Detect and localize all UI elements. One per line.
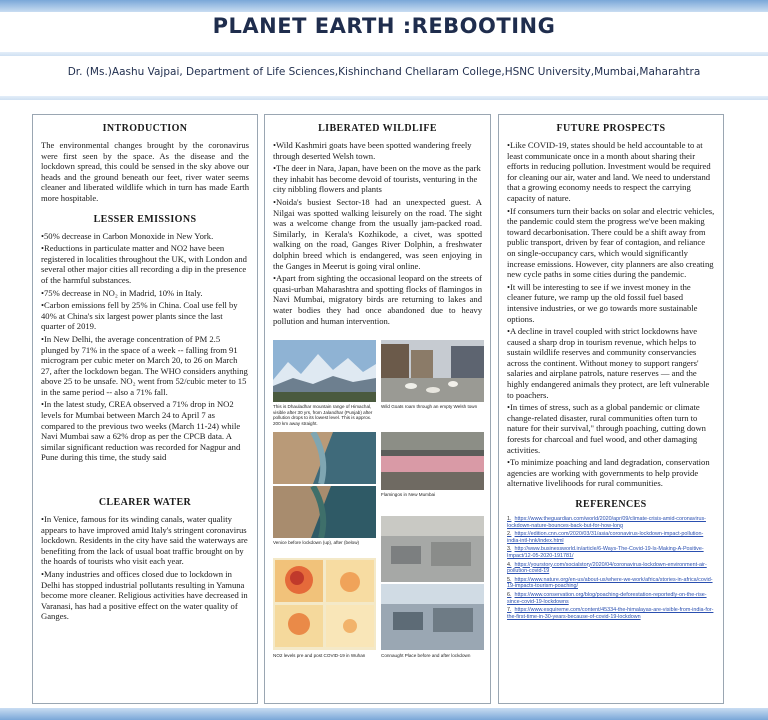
prospect-item: •To minimize poaching and land degradation, conservation agencies are working with governments to help provide alternative livelihoods for rural communities. <box>507 457 710 489</box>
photo-collage <box>273 340 484 665</box>
reference-link[interactable]: 1. https://www.theguardian.com/world/2020/apr/09/climate-crisis-amid-coronavirus-lockdown-nature-bounces-back-but-for-how-long <box>507 516 706 529</box>
connaught-caption: Connaught Place before and after lockdown <box>381 653 471 659</box>
top-decorative-band <box>0 0 768 12</box>
wildlife-item: •Apart from sighting the occasional leopard on the streets of quasi-urban Maharashtra and spotting flocks of flamingos in Navi Mumbai, migratory birds are returning to lakes and water bodies they had once abandoned due to heavy pollution and human intervention. <box>273 273 482 326</box>
no2-caption: NO2 levels pre and post COVID-19 in Wuhan <box>273 653 366 659</box>
author-line: Dr. (Ms.)Aashu Vajpai, Department of Life Sciences,Kishinchand Chellaram College,HSNC University,Mumbai,Maharahtra <box>67 66 701 78</box>
prospect-item: •It will be interesting to see if we invest money in the cleaner future, we ramp up the old fossil fuel based intensive industries, or we go towards more sustainable options. <box>507 281 698 324</box>
prospect-item: •If consumers turn their backs on solar and electric vehicles, the pandemic could stem the progress we've been making toward decarbonisation. There could be a shift away from public transport, driven by fear of contagion, and reliance on single-occupancy cars, which would significantly increase emissions. However, city planners are also creating new cycle paths in some cities during the pandemic. <box>507 205 715 280</box>
clearer-water-list <box>41 514 249 622</box>
flamingos-caption: Flamingos in New Mumbai <box>381 492 436 498</box>
future-prospects-heading: FUTURE PROSPECTS <box>556 123 666 134</box>
prospect-item: •Like COVID-19, states should be held accountable to at least communicate once in a month about sharing their efforts in reducing pollution. Investment would be required for cleaning our air, water and land. We need to understand that a growing economy needs to respect the carrying capacity of nature. <box>507 140 711 203</box>
lesser-emissions-heading: LESSER EMISSIONS <box>93 213 197 225</box>
lesser-emissions-item: •Carbon emissions fell by 25% in China. Coal use fell by 40% at China's six largest power plants since the last quarter of 2019. <box>41 300 238 332</box>
venice-after-photo <box>273 486 376 538</box>
column-liberated-wildlife <box>264 114 491 704</box>
reference-link[interactable]: 2. https://edition.cnn.com/2020/03/31/asia/coronavirus-lockdown-impact-pollution-india-intl-hnk/index.html <box>507 531 704 544</box>
lesser-emissions-item: •In New Delhi, the average concentration of PM 2.5 plunged by 71% in the space of a week -- falling from 91 microgram per cubic meter on March 20, to 26 on March 27, after the lockdown began. The WHO considers anything above 25 to be unsafe. NO₂ went from 52/cubic meter to 15 in the same period -- also a 71% fall. <box>41 333 248 397</box>
wildlife-item: •The deer in Nara, Japan, have been on the move as the park they inhabit has become devoid of tourists, venturing in the city nibbling flowers and plants <box>273 163 481 195</box>
connaught-place-photo <box>381 516 484 650</box>
poster-title: PLANET EARTH :REBOOTING <box>212 14 556 38</box>
reference-link[interactable]: 3. http://www.businessworld.in/article/6-Ways-The-Covid-19-Is-Making-A-Positive-Impact/12-05-2020-191781/ <box>507 546 704 559</box>
future-prospects-list <box>507 140 715 489</box>
title-divider <box>0 52 768 56</box>
welsh-goats-photo <box>381 340 484 402</box>
liberated-wildlife-list <box>273 140 482 326</box>
references-list <box>507 516 715 620</box>
column-introduction <box>32 114 258 704</box>
clearer-water-heading: CLEARER WATER <box>98 497 192 509</box>
lesser-emissions-item: •50% decrease in Carbon Monoxide in New York. <box>41 230 214 241</box>
wildlife-item: •Wild Kashmiri goats have been spotted wandering freely through deserted Welsh town. <box>273 140 472 161</box>
introduction-heading: INTRODUCTION <box>102 123 188 134</box>
prospect-item: •In times of stress, such as a global pandemic or climate change-related disaster, rural communities often turn to nature for their survival," through poaching, cutting down forests for charcoal and fuel wood, and other damaging activities. <box>507 402 706 455</box>
clearer-water-item: •Many industries and offices closed due to lockdown in Delhi has stopped industrial pollutants resulting in Yamuna become more cleaner. Religious activities have decreased in Varanasi, has had a positive effect on the water quality of Ganges. <box>41 569 248 622</box>
venice-caption: Venice before lockdown (up), after (below) <box>273 540 360 546</box>
lesser-emissions-list <box>41 231 249 463</box>
no2-maps-photo <box>273 558 376 650</box>
lesser-emissions-item: •Reductions in particulate matter and NO2 have been registered in localities throughout the UK, with London and several other major cities all recording a dip in the presence of the harmful substances. <box>41 243 247 285</box>
introduction-text: The environmental changes brought by the coronavirus were first seen by the space. As the disease and the lockdown spread, this could be sensed in the sky above our heads and the ground beneath our feet, river water seems cleaner and liberated wildlife which in turn has made Earth more hospitable. <box>41 140 249 203</box>
bottom-decorative-band <box>0 708 768 720</box>
column-future-prospects <box>498 114 724 704</box>
lesser-emissions-item: •In the latest study, CREA observed a 71% drop in NO2 levels for Mumbai between March 24 to April 7 as compared to the previous two weeks (March 11-24) while Navi Mumbai saw a 62% drop as per the CPCB data. A similar significant reduction was recorded for Nagpur and Pune during this time, the study said <box>41 399 241 463</box>
wildlife-item: •Noida's busiest Sector-18 had an unexpected guest. A Nilgai was spotted walking leisurely on the road. The sight was a welcome change from the usually jam-packed road. Similarly, in Kerala's Kozhikode, a civet, was spotted walking on the road, Ganges River Dolphin, a freshwater dolphin breed which is endangered, was seen enjoying in the Ganges in Meerut is going viral online. <box>273 196 482 271</box>
venice-before-photo <box>273 432 376 484</box>
reference-link[interactable]: 6. https://www.conservation.org/blog/poaching-deforestation-reportedly-on-the-rise-since-covid-19-lockdowns <box>507 591 707 605</box>
prospect-item: •A decline in travel coupled with strict lockdowns have caused a sharp drop in tourism revenue, which helps to sustain wildlife reserves and community conservancies across the continent. Without money to support rangers' salaries and airplane patrols, nature reserves — and the highly endangered animals they protect, are left vulnerable to poachers. <box>507 326 710 400</box>
references-heading: REFERENCES <box>575 499 647 510</box>
reference-link[interactable]: 4. https://yourstory.com/socialstory/2020/04/coronavirus-lockdown-environment-air-pollution-covid-19 <box>507 561 707 575</box>
himachal-mountains-photo <box>273 340 376 402</box>
flamingos-photo <box>381 432 484 490</box>
himachal-caption: This is Dhauladhar mountain range of Himachal, visible after 30 yrs, from Jalandhar (Punjab) after pollution drops to its lowest level. This is approx. 200 km away straight. <box>273 404 373 426</box>
lesser-emissions-item: •75% decrease in NO₂ in Madrid, 10% in Italy. <box>41 287 203 298</box>
clearer-water-item: •In Venice, famous for its winding canals, water quality appears to have improved amid Italy's stringent coronavirus lockdown. Residents in the city have said the waterways are benefiting from the lack of usual boat traffic brought on by the hoards of tourists who visit each year. <box>41 514 248 567</box>
goats-caption: Wild Goats roam through an empty Welsh town <box>381 404 478 410</box>
liberated-wildlife-heading: LIBERATED WILDLIFE <box>318 123 437 134</box>
author-divider <box>0 96 768 100</box>
reference-link[interactable]: 7. https://www.esquireme.com/content/45334-the-himalayas-are-visible-from-india-for-the-first-time-in-30-years-because-of-covid-19-lockdown <box>507 607 714 620</box>
reference-link[interactable]: 5. https://www.nature.org/en-us/about-us/where-we-work/africa/stories-in-africa/covid-19-impacts-tourism-poaching/ <box>507 576 713 590</box>
